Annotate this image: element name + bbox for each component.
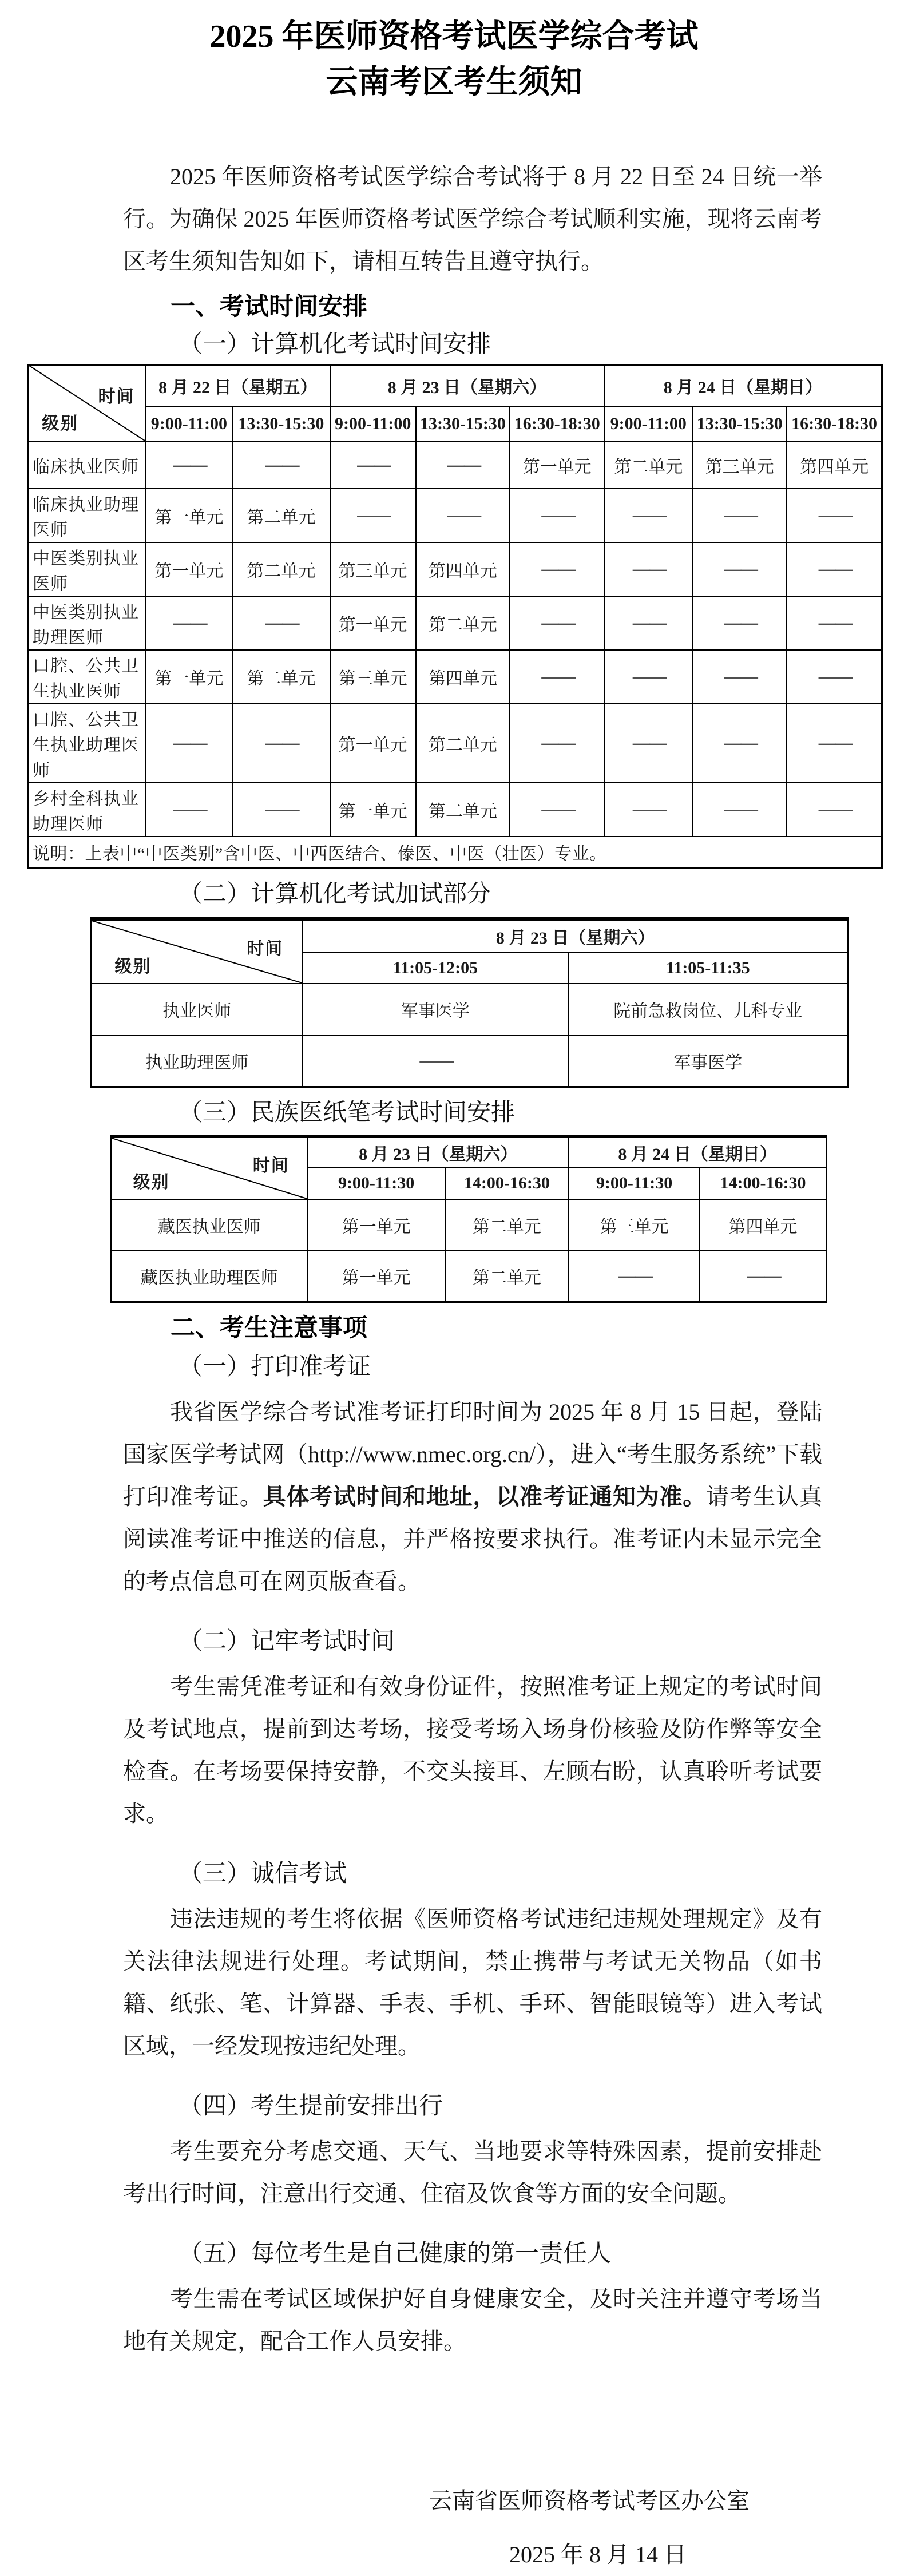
schedule-cell: 第三单元 bbox=[330, 650, 416, 704]
schedule-cell: —— bbox=[604, 783, 692, 837]
section-2-heading: 二、考生注意事项 bbox=[171, 1314, 367, 1342]
corner-label-level: 级别 bbox=[114, 957, 152, 977]
corner-label-time: 时间 bbox=[247, 939, 284, 958]
table1-date-aug22: 8 月 22 日（星期五） bbox=[146, 365, 330, 406]
schedule-cell: —— bbox=[510, 542, 604, 596]
item-1-text-before: 我省医学综合考试准考证打印时间为 2025 年 8 月 15 日起，登陆国家医学考试网（http://www.nmec.org.cn/），进入“考生服务系统”下载打印准考证。 bbox=[123, 1399, 822, 1509]
schedule-cell: —— bbox=[692, 596, 787, 650]
schedule-cell: —— bbox=[604, 542, 692, 596]
table-row bbox=[91, 1035, 848, 1087]
section-2-item-4-paragraph: 考生要充分考虑交通、天气、当地要求等特殊因素，提前安排赴考出行时间，注意出行交通、住宿及饮食等方面的安全问题。 bbox=[123, 2138, 822, 2206]
paper-exam-schedule-table bbox=[110, 1135, 827, 1303]
schedule-cell: —— bbox=[416, 489, 510, 542]
intro-paragraph: 2025 年医师资格考试医学综合考试将于 8 月 22 日至 24 日统一举行。为确保 2025 年医师资格考试医学综合考试顺利实施，现将云南考区考生须知告知如下，请相互转告且遵守执行。 bbox=[123, 164, 822, 274]
table-row bbox=[29, 442, 882, 489]
row-label: 口腔、公共卫生执业医师 bbox=[29, 650, 146, 704]
schedule-cell: —— bbox=[604, 704, 692, 783]
schedule-cell: —— bbox=[692, 489, 787, 542]
additional-exam-schedule-table bbox=[90, 917, 849, 1088]
schedule-cell: —— bbox=[510, 489, 604, 542]
page-title-line1: 2025 年医师资格考试医学综合考试 bbox=[209, 19, 699, 54]
row-label: 执业助理医师 bbox=[91, 1035, 303, 1087]
schedule-cell: —— bbox=[700, 1251, 826, 1302]
schedule-cell: 院前急救岗位、儿科专业 bbox=[568, 984, 848, 1035]
schedule-cell: 第一单元 bbox=[308, 1251, 445, 1302]
schedule-cell: —— bbox=[604, 489, 692, 542]
computerized-exam-schedule-table bbox=[27, 364, 883, 869]
schedule-cell: —— bbox=[787, 489, 882, 542]
page-title-line2: 云南考区考生须知 bbox=[326, 65, 582, 100]
table3-date-aug24: 8 月 24 日（星期日） bbox=[569, 1136, 826, 1168]
table2-date-header-row bbox=[91, 919, 848, 952]
section-2-item-4-heading: （四）考生提前安排出行 bbox=[179, 2093, 443, 2119]
schedule-cell: 第一单元 bbox=[510, 442, 604, 489]
schedule-cell: 第二单元 bbox=[445, 1251, 569, 1302]
corner-label-level: 级别 bbox=[133, 1172, 170, 1192]
table2-corner-cell bbox=[91, 919, 303, 984]
section-1-sub-1-heading: （一）计算机化考试时间安排 bbox=[179, 331, 491, 358]
row-label: 乡村全科执业助理医师 bbox=[29, 783, 146, 837]
schedule-cell: —— bbox=[510, 704, 604, 783]
schedule-cell: —— bbox=[416, 442, 510, 489]
schedule-cell: —— bbox=[146, 596, 232, 650]
table1-time-slot: 16:30-18:30 bbox=[510, 406, 604, 442]
schedule-cell: 第四单元 bbox=[787, 442, 882, 489]
table1-time-header-row bbox=[29, 406, 882, 442]
schedule-cell: —— bbox=[604, 596, 692, 650]
schedule-cell: —— bbox=[692, 542, 787, 596]
table1-time-slot: 13:30-15:30 bbox=[232, 406, 330, 442]
table3-time-slot: 14:00-16:30 bbox=[700, 1168, 826, 1199]
table1-date-aug23: 8 月 23 日（星期六） bbox=[330, 365, 604, 406]
schedule-cell: —— bbox=[232, 704, 330, 783]
table1-time-slot: 16:30-18:30 bbox=[787, 406, 882, 442]
section-2-item-2-paragraph: 考生需凭准考证和有效身份证件，按照准考证上规定的考试时间及考试地点，提前到达考场，接受考场入场身份核验及防作弊等安全检查。在考场要保持安静，不交头接耳、左顾右盼，认真聆听考试要求。 bbox=[123, 1674, 822, 1826]
table3-date-header-row bbox=[111, 1136, 827, 1168]
schedule-cell: 第二单元 bbox=[416, 704, 510, 783]
row-label: 执业医师 bbox=[91, 984, 303, 1035]
schedule-cell: 第三单元 bbox=[692, 442, 787, 489]
schedule-cell: 军事医学 bbox=[568, 1035, 848, 1087]
schedule-cell: 军事医学 bbox=[303, 984, 568, 1035]
section-2-item-1-heading: （一）打印准考证 bbox=[179, 1354, 371, 1380]
schedule-cell: —— bbox=[787, 542, 882, 596]
section-2-item-3-heading: （三）诚信考试 bbox=[179, 1861, 347, 1887]
schedule-cell: 第一单元 bbox=[330, 783, 416, 837]
schedule-cell: 第三单元 bbox=[330, 542, 416, 596]
table-row bbox=[29, 489, 882, 542]
table-row bbox=[111, 1251, 827, 1302]
table1-time-slot: 9:00-11:00 bbox=[604, 406, 692, 442]
item-1-text-bold: 具体考试时间和地址，以准考证通知为准。 bbox=[263, 1484, 706, 1509]
schedule-cell: —— bbox=[510, 783, 604, 837]
schedule-cell: 第二单元 bbox=[232, 489, 330, 542]
schedule-cell: 第三单元 bbox=[569, 1199, 700, 1251]
schedule-cell: —— bbox=[604, 650, 692, 704]
table3-time-slot: 14:00-16:30 bbox=[445, 1168, 569, 1199]
schedule-cell: 第一单元 bbox=[146, 650, 232, 704]
schedule-cell: —— bbox=[510, 650, 604, 704]
table1-note: 说明：上表中“中医类别”含中医、中西医结合、傣医、中医（壮医）专业。 bbox=[29, 837, 882, 869]
row-label: 藏医执业助理医师 bbox=[111, 1251, 308, 1302]
row-label: 临床执业助理医师 bbox=[29, 489, 146, 542]
schedule-cell: —— bbox=[146, 704, 232, 783]
schedule-cell: —— bbox=[787, 596, 882, 650]
table1-date-aug24: 8 月 24 日（星期日） bbox=[604, 365, 882, 406]
section-2-item-5-paragraph: 考生需在考试区域保护好自身健康安全，及时关注并遵守考场当地有关规定，配合工作人员安排。 bbox=[123, 2286, 822, 2354]
schedule-cell: —— bbox=[510, 596, 604, 650]
footer-date: 2025 年 8 月 14 日 bbox=[509, 2542, 687, 2567]
table-row bbox=[111, 1199, 827, 1251]
schedule-cell: 第四单元 bbox=[700, 1199, 826, 1251]
schedule-cell: 第四单元 bbox=[416, 650, 510, 704]
schedule-cell: 第二单元 bbox=[445, 1199, 569, 1251]
table1-time-slot: 13:30-15:30 bbox=[692, 406, 787, 442]
table1-time-slot: 13:30-15:30 bbox=[416, 406, 510, 442]
table-row bbox=[29, 542, 882, 596]
row-label: 临床执业医师 bbox=[29, 442, 146, 489]
table1-date-header-row bbox=[29, 365, 882, 406]
table1-note-row bbox=[29, 837, 882, 869]
page-title bbox=[0, 0, 908, 105]
schedule-cell: —— bbox=[787, 650, 882, 704]
schedule-cell: 第一单元 bbox=[308, 1199, 445, 1251]
corner-label-time: 时间 bbox=[98, 387, 135, 406]
table3-corner-cell bbox=[111, 1136, 308, 1199]
table3-date-aug23: 8 月 23 日（星期六） bbox=[308, 1136, 569, 1168]
section-1-sub-3-heading: （三）民族医纸笔考试时间安排 bbox=[179, 1099, 516, 1126]
table3-time-slot: 9:00-11:30 bbox=[569, 1168, 700, 1199]
table2-time-slot: 11:05-11:35 bbox=[568, 952, 848, 984]
corner-label-time: 时间 bbox=[252, 1156, 290, 1175]
table1-time-slot: 9:00-11:00 bbox=[330, 406, 416, 442]
schedule-cell: 第二单元 bbox=[416, 783, 510, 837]
table-row bbox=[29, 783, 882, 837]
section-2-item-3-paragraph: 违法违规的考生将依据《医师资格考试违纪违规处理规定》及有关法律法规进行处理。考试期间，禁止携带与考试无关物品（如书籍、纸张、笔、计算器、手表、手机、手环、智能眼镜等）进入考试区域，一经发现按违纪处理。 bbox=[123, 1906, 822, 2059]
row-label: 口腔、公共卫生执业助理医师 bbox=[29, 704, 146, 783]
schedule-cell: 第四单元 bbox=[416, 542, 510, 596]
schedule-cell: 第二单元 bbox=[232, 542, 330, 596]
section-1-sub-2-heading: （二）计算机化考试加试部分 bbox=[179, 881, 491, 907]
schedule-cell: —— bbox=[692, 650, 787, 704]
row-label: 中医类别执业助理医师 bbox=[29, 596, 146, 650]
footer-organization: 云南省医师资格考试考区办公室 bbox=[429, 2488, 750, 2514]
schedule-cell: —— bbox=[303, 1035, 568, 1087]
table1-corner-cell bbox=[29, 365, 146, 442]
schedule-cell: —— bbox=[787, 704, 882, 783]
schedule-cell: —— bbox=[232, 783, 330, 837]
table-row bbox=[29, 650, 882, 704]
schedule-cell: 第一单元 bbox=[330, 596, 416, 650]
schedule-cell: —— bbox=[787, 783, 882, 837]
schedule-cell: —— bbox=[569, 1251, 700, 1302]
section-2-item-5-heading: （五）每位考生是自己健康的第一责任人 bbox=[179, 2241, 612, 2267]
schedule-cell: 第一单元 bbox=[146, 542, 232, 596]
schedule-cell: 第一单元 bbox=[146, 489, 232, 542]
table-row bbox=[29, 596, 882, 650]
schedule-cell: —— bbox=[692, 783, 787, 837]
schedule-cell: 第二单元 bbox=[604, 442, 692, 489]
schedule-cell: —— bbox=[330, 442, 416, 489]
table2-date-aug23: 8 月 23 日（星期六） bbox=[303, 919, 848, 952]
schedule-cell: 第二单元 bbox=[416, 596, 510, 650]
schedule-cell: —— bbox=[330, 489, 416, 542]
table-row bbox=[29, 704, 882, 783]
schedule-cell: —— bbox=[232, 442, 330, 489]
row-label: 中医类别执业医师 bbox=[29, 542, 146, 596]
schedule-cell: —— bbox=[232, 596, 330, 650]
table1-time-slot: 9:00-11:00 bbox=[146, 406, 232, 442]
section-2-item-2-heading: （二）记牢考试时间 bbox=[179, 1628, 395, 1655]
row-label: 藏医执业医师 bbox=[111, 1199, 308, 1251]
corner-label-level: 级别 bbox=[42, 414, 79, 433]
section-1-heading: 一、考试时间安排 bbox=[171, 293, 367, 320]
table-row bbox=[91, 984, 848, 1035]
schedule-cell: —— bbox=[692, 704, 787, 783]
table2-time-slot: 11:05-12:05 bbox=[303, 952, 568, 984]
section-2-item-1-paragraph bbox=[123, 1391, 822, 1603]
schedule-cell: —— bbox=[146, 442, 232, 489]
item-1-text-after: 请考生认真阅读准考证中推送的信息，并严格按要求执行。准考证内未显示完全的考点信息可在网页版查看。 bbox=[123, 1484, 823, 1594]
schedule-cell: 第一单元 bbox=[330, 704, 416, 783]
schedule-cell: 第二单元 bbox=[232, 650, 330, 704]
table3-time-slot: 9:00-11:30 bbox=[308, 1168, 445, 1199]
schedule-cell: —— bbox=[146, 783, 232, 837]
